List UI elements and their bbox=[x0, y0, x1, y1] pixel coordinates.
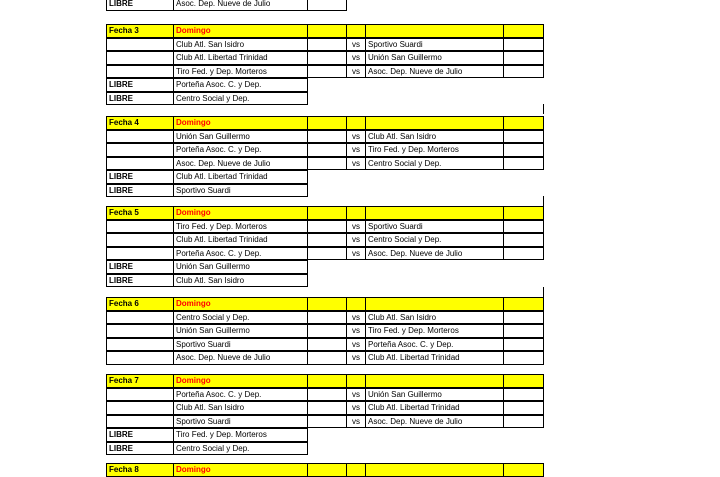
libre-label: LIBRE bbox=[106, 260, 174, 274]
vs-label: vs bbox=[346, 130, 366, 144]
fecha-header-row bbox=[0, 374, 720, 388]
away-team: Club Atl. Libertad Trinidad bbox=[365, 351, 504, 365]
score-cell bbox=[503, 324, 544, 338]
vs-label: vs bbox=[346, 324, 366, 338]
libre-club: Asoc. Dep. Nueve de Julio bbox=[173, 0, 308, 11]
fecha-header-row bbox=[0, 116, 720, 130]
home-team: Club Atl. Libertad Trinidad bbox=[173, 51, 308, 65]
vs-label: vs bbox=[346, 157, 366, 171]
day-label: Domingo bbox=[173, 297, 308, 311]
libre-row bbox=[0, 170, 720, 184]
blank-cell bbox=[106, 130, 174, 144]
score-cell bbox=[503, 388, 544, 402]
blank-cell bbox=[106, 233, 174, 247]
day-label: Domingo bbox=[173, 374, 308, 388]
match-row bbox=[0, 311, 720, 325]
blank-cell bbox=[106, 311, 174, 325]
header-empty-cell bbox=[365, 374, 504, 388]
fecha-label: Fecha 4 bbox=[106, 116, 174, 130]
away-team: Sportivo Suardi bbox=[365, 38, 504, 52]
day-label: Domingo bbox=[173, 116, 308, 130]
vs-label: vs bbox=[346, 415, 366, 429]
vs-label: vs bbox=[346, 351, 366, 365]
libre-row bbox=[0, 184, 720, 198]
libre-club: Unión San Guillermo bbox=[173, 260, 308, 274]
home-team: Club Atl. Libertad Trinidad bbox=[173, 233, 308, 247]
header-empty-cell bbox=[307, 297, 347, 311]
libre-row bbox=[0, 260, 720, 274]
column-divider bbox=[543, 196, 544, 206]
match-row bbox=[0, 51, 720, 65]
home-team: Sportivo Suardi bbox=[173, 415, 308, 429]
away-team: Porteña Asoc. C. y Dep. bbox=[365, 338, 504, 352]
column-divider bbox=[543, 287, 544, 297]
score-cell bbox=[307, 51, 347, 65]
libre-row bbox=[0, 428, 720, 442]
score-cell bbox=[503, 51, 544, 65]
match-row bbox=[0, 415, 720, 429]
libre-label: LIBRE bbox=[106, 78, 174, 92]
fecha-label: Fecha 3 bbox=[106, 24, 174, 38]
blank-cell bbox=[106, 415, 174, 429]
score-cell bbox=[503, 130, 544, 144]
libre-club: Porteña Asoc. C. y Dep. bbox=[173, 78, 308, 92]
home-team: Tiro Fed. y Dep. Morteros bbox=[173, 220, 308, 234]
away-team: Sportivo Suardi bbox=[365, 220, 504, 234]
empty-cell bbox=[307, 0, 347, 11]
fecha-label: Fecha 7 bbox=[106, 374, 174, 388]
fecha-header-row bbox=[0, 206, 720, 220]
blank-cell bbox=[106, 388, 174, 402]
score-cell bbox=[307, 38, 347, 52]
vs-label: vs bbox=[346, 401, 366, 415]
header-empty-cell bbox=[307, 374, 347, 388]
score-cell bbox=[307, 415, 347, 429]
score-cell bbox=[307, 311, 347, 325]
blank-cell bbox=[106, 157, 174, 171]
fecha-label: Fecha 5 bbox=[106, 206, 174, 220]
vs-label: vs bbox=[346, 220, 366, 234]
day-label: Domingo bbox=[173, 24, 308, 38]
score-cell bbox=[503, 401, 544, 415]
match-row bbox=[0, 38, 720, 52]
libre-row bbox=[0, 92, 720, 106]
header-empty-cell bbox=[307, 206, 347, 220]
away-team: Asoc. Dep. Nueve de Julio bbox=[365, 247, 504, 261]
libre-label: LIBRE bbox=[106, 442, 174, 456]
libre-row bbox=[0, 274, 720, 288]
score-cell bbox=[307, 233, 347, 247]
blank-cell bbox=[106, 351, 174, 365]
day-label: Domingo bbox=[173, 206, 308, 220]
libre-label: LIBRE bbox=[106, 274, 174, 288]
libre-label: LIBRE bbox=[106, 170, 174, 184]
score-cell bbox=[307, 351, 347, 365]
match-row bbox=[0, 388, 720, 402]
match-row bbox=[0, 130, 720, 144]
away-team: Tiro Fed. y Dep. Morteros bbox=[365, 324, 504, 338]
away-team: Club Atl. Libertad Trinidad bbox=[365, 401, 504, 415]
home-team: Asoc. Dep. Nueve de Julio bbox=[173, 351, 308, 365]
score-cell bbox=[307, 324, 347, 338]
vs-label: vs bbox=[346, 311, 366, 325]
away-team: Centro Social y Dep. bbox=[365, 233, 504, 247]
libre-row bbox=[0, 78, 720, 92]
blank-cell bbox=[106, 401, 174, 415]
match-row bbox=[0, 401, 720, 415]
header-empty-cell bbox=[346, 24, 366, 38]
libre-club: Club Atl. Libertad Trinidad bbox=[173, 170, 308, 184]
score-cell bbox=[307, 130, 347, 144]
score-cell bbox=[503, 233, 544, 247]
away-team: Tiro Fed. y Dep. Morteros bbox=[365, 143, 504, 157]
header-empty-cell bbox=[365, 24, 504, 38]
header-empty-cell bbox=[346, 297, 366, 311]
match-row bbox=[0, 65, 720, 79]
fecha-label: Fecha 6 bbox=[106, 297, 174, 311]
vs-label: vs bbox=[346, 233, 366, 247]
home-team: Centro Social y Dep. bbox=[173, 311, 308, 325]
home-team: Unión San Guillermo bbox=[173, 130, 308, 144]
score-cell bbox=[503, 415, 544, 429]
libre-row bbox=[0, 442, 720, 456]
header-empty-cell bbox=[503, 206, 544, 220]
score-cell bbox=[503, 220, 544, 234]
fecha-header-row bbox=[0, 297, 720, 311]
header-empty-cell bbox=[503, 297, 544, 311]
libre-label: LIBRE bbox=[106, 428, 174, 442]
score-cell bbox=[503, 157, 544, 171]
away-team: Asoc. Dep. Nueve de Julio bbox=[365, 65, 504, 79]
match-row bbox=[0, 351, 720, 365]
libre-club: Sportivo Suardi bbox=[173, 184, 308, 198]
score-cell bbox=[307, 65, 347, 79]
day-label: Domingo bbox=[173, 463, 308, 477]
vs-label: vs bbox=[346, 247, 366, 261]
home-team: Porteña Asoc. C. y Dep. bbox=[173, 388, 308, 402]
score-cell bbox=[503, 247, 544, 261]
match-row bbox=[0, 233, 720, 247]
match-row bbox=[0, 247, 720, 261]
home-team: Porteña Asoc. C. y Dep. bbox=[173, 143, 308, 157]
header-empty-cell bbox=[503, 116, 544, 130]
vs-label: vs bbox=[346, 65, 366, 79]
vs-label: vs bbox=[346, 388, 366, 402]
score-cell bbox=[307, 401, 347, 415]
header-empty-cell bbox=[307, 24, 347, 38]
header-empty-cell bbox=[346, 116, 366, 130]
score-cell bbox=[503, 65, 544, 79]
home-team: Asoc. Dep. Nueve de Julio bbox=[173, 157, 308, 171]
away-team: Asoc. Dep. Nueve de Julio bbox=[365, 415, 504, 429]
libre-label: LIBRE bbox=[106, 184, 174, 198]
score-cell bbox=[307, 220, 347, 234]
match-row bbox=[0, 143, 720, 157]
fecha-header-row bbox=[0, 463, 720, 477]
home-team: Club Atl. San Isidro bbox=[173, 401, 308, 415]
blank-cell bbox=[106, 143, 174, 157]
score-cell bbox=[503, 143, 544, 157]
home-team: Sportivo Suardi bbox=[173, 338, 308, 352]
libre-club: Centro Social y Dep. bbox=[173, 92, 308, 106]
blank-cell bbox=[106, 338, 174, 352]
vs-label: vs bbox=[346, 338, 366, 352]
fecha-header-row bbox=[0, 24, 720, 38]
libre-label: LIBRE bbox=[106, 92, 174, 106]
libre-club: Tiro Fed. y Dep. Morteros bbox=[173, 428, 308, 442]
header-empty-cell bbox=[503, 374, 544, 388]
blank-cell bbox=[106, 38, 174, 52]
vs-label: vs bbox=[346, 51, 366, 65]
score-cell bbox=[307, 338, 347, 352]
score-cell bbox=[307, 247, 347, 261]
libre-club: Centro Social y Dep. bbox=[173, 442, 308, 456]
away-team: Club Atl. San Isidro bbox=[365, 311, 504, 325]
header-empty-cell bbox=[365, 297, 504, 311]
match-row bbox=[0, 220, 720, 234]
blank-cell bbox=[106, 220, 174, 234]
away-team: Centro Social y Dep. bbox=[365, 157, 504, 171]
libre-row bbox=[0, 0, 720, 11]
vs-label: vs bbox=[346, 143, 366, 157]
match-row bbox=[0, 338, 720, 352]
blank-cell bbox=[106, 65, 174, 79]
score-cell bbox=[307, 388, 347, 402]
score-cell bbox=[503, 38, 544, 52]
header-empty-cell bbox=[503, 24, 544, 38]
header-empty-cell bbox=[346, 463, 366, 477]
header-empty-cell bbox=[346, 374, 366, 388]
header-empty-cell bbox=[503, 463, 544, 477]
header-empty-cell bbox=[346, 206, 366, 220]
score-cell bbox=[503, 351, 544, 365]
column-divider bbox=[543, 104, 544, 114]
score-cell bbox=[307, 157, 347, 171]
vs-label: vs bbox=[346, 38, 366, 52]
blank-cell bbox=[106, 324, 174, 338]
away-team: Club Atl. San Isidro bbox=[365, 130, 504, 144]
libre-label: LIBRE bbox=[106, 0, 174, 11]
header-empty-cell bbox=[365, 463, 504, 477]
blank-cell bbox=[106, 51, 174, 65]
header-empty-cell bbox=[365, 116, 504, 130]
blank-cell bbox=[106, 247, 174, 261]
score-cell bbox=[503, 311, 544, 325]
match-row bbox=[0, 157, 720, 171]
match-row bbox=[0, 324, 720, 338]
away-team: Unión San Guillermo bbox=[365, 388, 504, 402]
home-team: Unión San Guillermo bbox=[173, 324, 308, 338]
score-cell bbox=[503, 338, 544, 352]
fecha-label: Fecha 8 bbox=[106, 463, 174, 477]
home-team: Club Atl. San Isidro bbox=[173, 38, 308, 52]
score-cell bbox=[307, 143, 347, 157]
away-team: Unión San Guillermo bbox=[365, 51, 504, 65]
home-team: Porteña Asoc. C. y Dep. bbox=[173, 247, 308, 261]
header-empty-cell bbox=[307, 116, 347, 130]
header-empty-cell bbox=[307, 463, 347, 477]
libre-club: Club Atl. San Isidro bbox=[173, 274, 308, 288]
home-team: Tiro Fed. y Dep. Morteros bbox=[173, 65, 308, 79]
header-empty-cell bbox=[365, 206, 504, 220]
